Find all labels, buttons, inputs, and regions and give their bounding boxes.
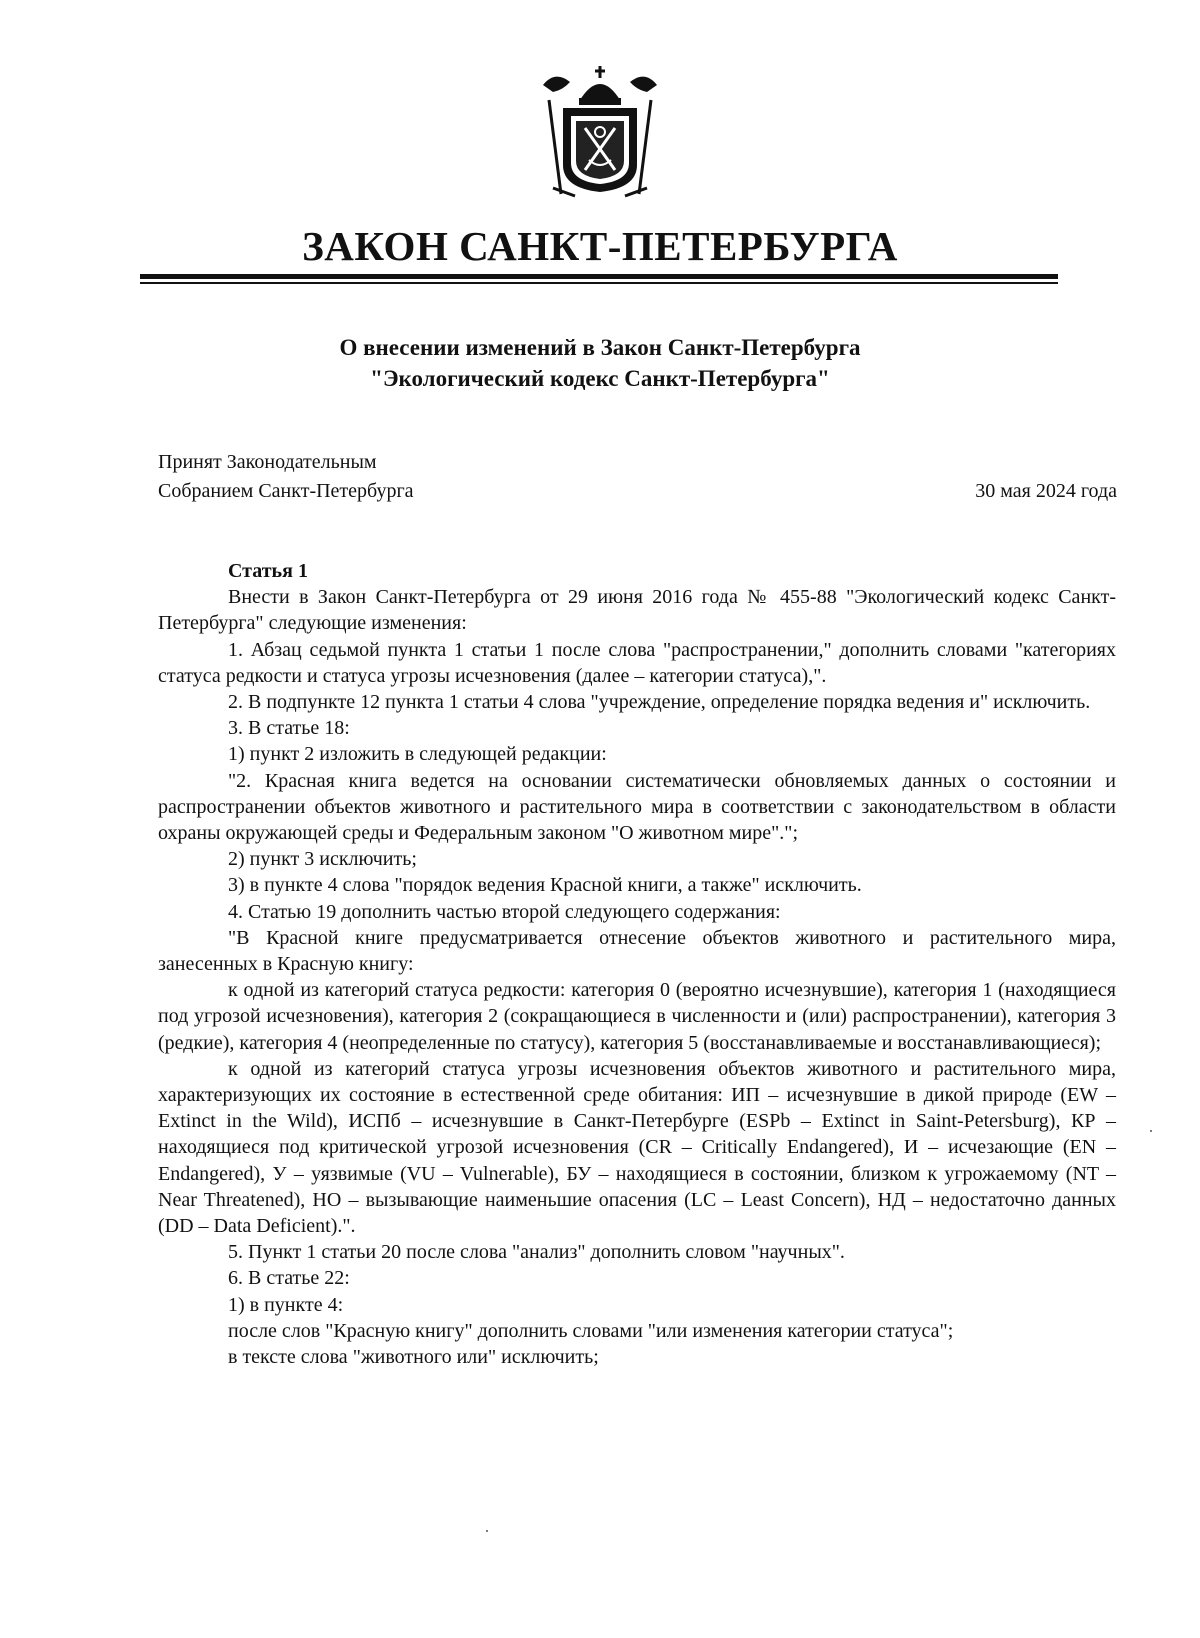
coat-of-arms-emblem xyxy=(535,60,665,200)
adoption-date: 30 мая 2024 года xyxy=(975,480,1117,502)
scan-speck xyxy=(1150,1130,1152,1132)
paragraph: 3. В статье 18: xyxy=(228,717,350,740)
scan-speck xyxy=(486,1530,488,1532)
paragraph: 2. В подпункте 12 пункта 1 статьи 4 слова "учреждение, определение порядка ведения и" исключить. xyxy=(228,691,1091,714)
paragraph: Внести в Закон Санкт-Петербурга от 29 июня 2016 года № 455-88 "Экологический кодекс Санкт-Петербурга" следующие изменения: xyxy=(158,586,1116,635)
law-title: ЗАКОН САНКТ-ПЕТЕРБУРГА xyxy=(302,223,898,269)
law-subtitle xyxy=(0,332,1200,394)
subtitle-line-1: О внесении изменений в Закон Санкт-Петербурга xyxy=(339,335,861,360)
paragraph: 6. В статье 22: xyxy=(228,1267,350,1290)
subtitle-line-2: "Экологический кодекс Санкт-Петербурга" xyxy=(370,366,830,391)
paragraph: "В Красной книге предусматривается отнесение объектов животного и растительного мира, занесенных в Красную книгу: xyxy=(158,926,1116,976)
title-divider-thick xyxy=(140,274,1058,279)
crown-icon xyxy=(579,66,621,105)
adoption-statement xyxy=(158,448,414,506)
article-heading: Статья 1 xyxy=(228,560,308,582)
paragraph: после слов "Красную книгу" дополнить словами "или изменения категории статуса"; xyxy=(228,1319,954,1342)
paragraph: 5. Пункт 1 статьи 20 после слова "анализ" дополнить словом "научных". xyxy=(228,1241,845,1264)
adoption-line-2: Собранием Санкт-Петербурга xyxy=(158,480,414,502)
paragraph: 1) в пункте 4: xyxy=(228,1293,344,1316)
paragraph: 1) пункт 2 изложить в следующей редакции: xyxy=(228,743,607,766)
paragraph: к одной из категорий статуса редкости: категория 0 (вероятно исчезнувшие), категория 1 (находящиеся под угрозой исчезновения), категория 2 (сокращающиеся в численности и (или) распространении), категория 3 (редкие), категория 4 (неопределенные по статусу), категория 5 (восстанавливаемые и восстанавливающиеся); xyxy=(158,979,1116,1054)
paragraph: к одной из категорий статуса угрозы исчезновения объектов животного и растительного мира, характеризующих их состояние в естественной среде обитания: ИП – исчезнувшие в дикой природе (EW – Extinct in the Wild), ИСПб – исчезнувшие в Санкт-Петербурге (ESPb – Extinct in Saint-Petersburg), КР – находящиеся под критической угрозой исчезновения (CR – Critically Endangered), И – исчезающие (EN – Endangered), У – уязвимые (VU – Vulnerable), БУ – находящиеся в состоянии, близком к угрожаемому (NT – Near Threatened), НО – вызывающие наименьшие опасения (LC – Least Concern), НД – недостаточно данных (DD – Data Deficient).". xyxy=(158,1057,1116,1238)
paragraph: 3) в пункте 4 слова "порядок ведения Красной книги, а также" исключить. xyxy=(228,874,862,897)
adoption-line-1: Принят Законодательным xyxy=(158,451,377,473)
paragraph: 1. Абзац седьмой пункта 1 статьи 1 после слова "распространении," дополнить словами "категориях статуса редкости и статуса угрозы исчезновения (далее – категории статуса),". xyxy=(158,638,1116,687)
title-divider-thin xyxy=(140,282,1058,284)
paragraph: "2. Красная книга ведется на основании систематически обновляемых данных о состоянии и распространении объектов животного и растительного мира в соответствии с законодательством в области охраны окружающей среды и Федеральным законом "О животном мире"."; xyxy=(158,769,1116,845)
shield-icon xyxy=(563,108,637,192)
article-body xyxy=(158,558,1116,1370)
paragraph: 4. Статью 19 дополнить частью второй следующего содержания: xyxy=(228,900,781,923)
paragraph: 2) пункт 3 исключить; xyxy=(228,848,417,871)
paragraph: в тексте слова "животного или" исключить; xyxy=(228,1346,599,1369)
